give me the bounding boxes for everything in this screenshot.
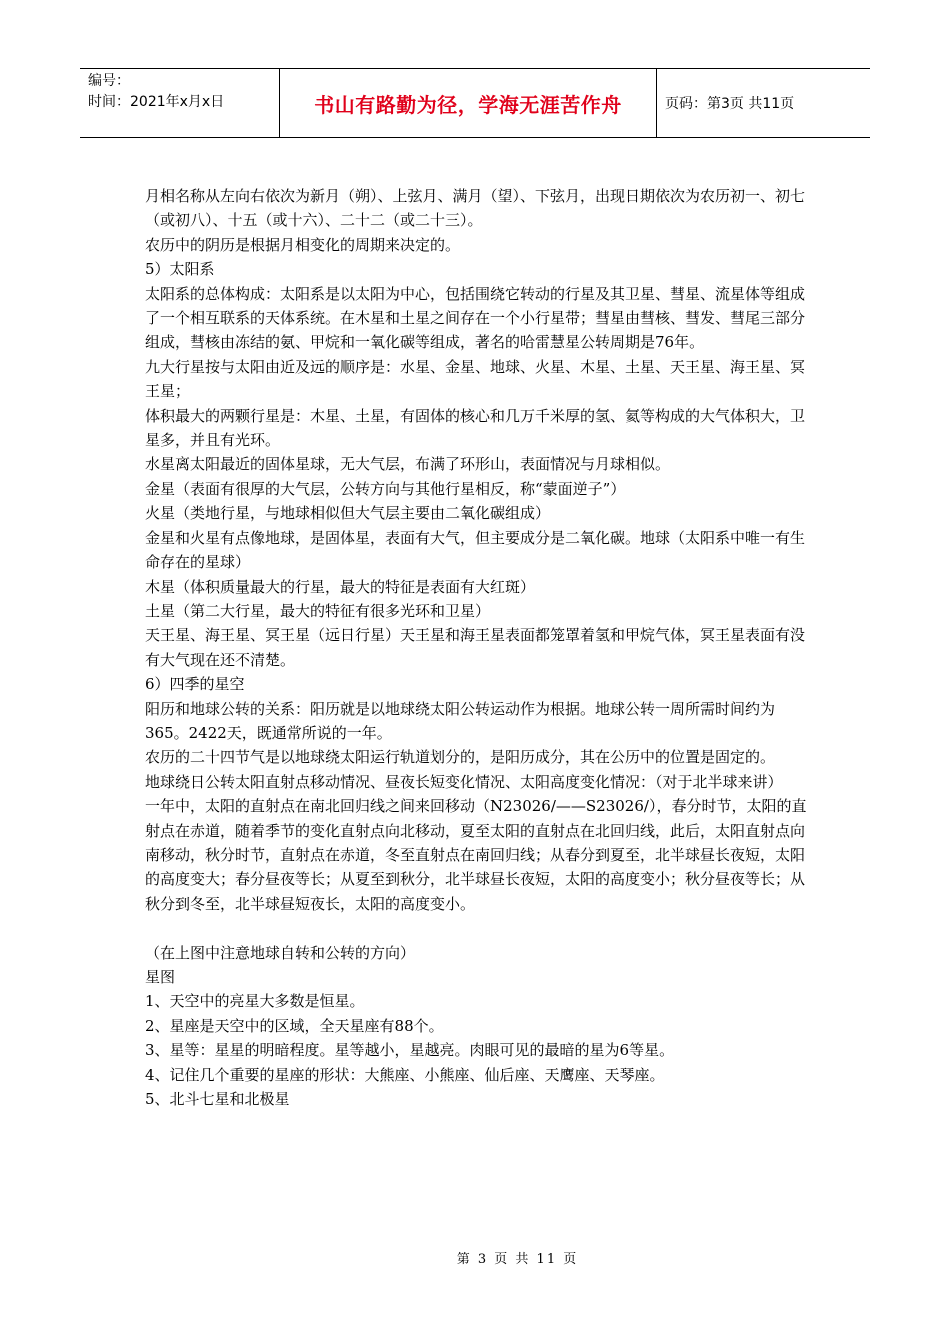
list-item: 1、天空中的亮星大多数是恒星。 bbox=[145, 992, 365, 1011]
footer-page-number: 第 3 页 共 11 页 bbox=[456, 1252, 579, 1267]
paragraph: 阳历和地球公转的关系：阳历就是以地球绕太阳公转运动作为根据。地球公转一周所需时间约为365。2422天，既通常所说的一年。 bbox=[145, 699, 776, 742]
page-footer bbox=[0, 1248, 950, 1267]
paragraph: 太阳系的总体构成：太阳系是以太阳为中心，包括围绕它转动的行星及其卫星、彗星、流星体等组成了一个相互联系的天体系统。在木星和土星之间存在一个小行星带；彗星由彗核、彗发、彗尾三部分组成，彗核由冻结的氨、甲烷和一氧化碳等组成，著名的哈雷慧星公转周期是76年。 bbox=[145, 284, 806, 352]
paragraph: 天王星、海王星、冥王星（远日行星）天王星和海王星表面都笼罩着氢和甲烷气体，冥王星表面有没有大气现在还不清楚。 bbox=[145, 626, 806, 669]
motto-text: 书山有路勤为径，学海无涯苦作舟 bbox=[314, 92, 622, 117]
paragraph: 地球绕日公转太阳直射点移动情况、昼夜长短变化情况、太阳高度变化情况：（对于北半球来讲） bbox=[145, 772, 783, 791]
blank-line bbox=[145, 916, 813, 940]
paragraph: 农历的二十四节气是以地球绕太阳运行轨道划分的，是阳历成分，其在公历中的位置是固定的。 bbox=[145, 748, 776, 767]
paragraph: 月相名称从左向右依次为新月（朔）、上弦月、满月（望）、下弦月，出现日期依次为农历初一、初七（或初八）、十五（或十六）、二十二（或二十三）。 bbox=[145, 187, 806, 230]
paragraph: 金星和火星有点像地球，是固体星，表面有大气，但主要成分是二氧化碳。地球（太阳系中唯一有生命存在的星球） bbox=[145, 528, 806, 572]
page-label: 页码：第3页 共11页 bbox=[665, 96, 795, 112]
paragraph: （在上图中注意地球自转和公转的方向） bbox=[145, 943, 416, 962]
paragraph: 农历中的阴历是根据月相变化的周期来决定的。 bbox=[145, 235, 461, 254]
paragraph: 体积最大的两颗行星是：木星、土星，有固体的核心和几万千米厚的氢、氦等构成的大气体积大，卫星多，并且有光环。 bbox=[145, 406, 806, 450]
paragraph: 一年中，太阳的直射点在南北回归线之间来回移动（N23026/——S23026/），春分时节，太阳的直射点在赤道，随着季节的变化直射点向北移动，夏至太阳的直射点在北回归线，此后，太阳直射点向南移动，秋分时节，直射点在赤道，冬至直射点在南回归线；从春分到夏至，北半球昼长夜短，太阳的高度变大；春分昼夜等长；从夏至到秋分，北半球昼长夜短，太阳的高度变小；秋分昼夜等长；从秋分到冬至，北半球昼短夜长，太阳的高度变小。 bbox=[145, 797, 807, 913]
list-item: 4、记住几个重要的星座的形状：大熊座、小熊座、仙后座、天鹰座、天琴座。 bbox=[145, 1065, 665, 1084]
page-header bbox=[80, 68, 870, 138]
number-label: 编号： bbox=[88, 73, 130, 89]
document-body bbox=[145, 184, 813, 1111]
header-info-cell bbox=[80, 69, 280, 137]
section-heading: 5）太阳系 bbox=[145, 260, 215, 279]
paragraph: 金星（表面有很厚的大气层，公转方向与其他行星相反，称“蒙面逆子”） bbox=[145, 479, 626, 498]
paragraph: 水星离太阳最近的固体星球，无大气层，布满了环形山，表面情况与月球相似。 bbox=[145, 455, 671, 474]
paragraph: 星图 bbox=[145, 967, 176, 986]
list-item: 3、星等：星星的明暗程度。星等越小，星越亮。肉眼可见的最暗的星为6等星。 bbox=[145, 1041, 675, 1060]
paragraph: 九大行星按与太阳由近及远的顺序是：水星、金星、地球、火星、木星、土星、天王星、海王星、冥王星； bbox=[145, 357, 806, 401]
header-motto-cell bbox=[280, 69, 657, 137]
list-item: 2、星座是天空中的区域，全天星座有88个。 bbox=[145, 1016, 444, 1035]
section-heading: 6）四季的星空 bbox=[145, 675, 245, 694]
list-item: 5、北斗七星和北极星 bbox=[145, 1090, 290, 1109]
time-label: 时间：2021年x月x日 bbox=[88, 94, 225, 110]
paragraph: 火星（类地行星，与地球相似但大气层主要由二氧化碳组成） bbox=[145, 504, 551, 523]
header-page-cell bbox=[657, 69, 870, 137]
paragraph: 木星（体积质量最大的行星，最大的特征是表面有大红斑） bbox=[145, 577, 536, 596]
paragraph: 土星（第二大行星，最大的特征有很多光环和卫星） bbox=[145, 601, 491, 620]
